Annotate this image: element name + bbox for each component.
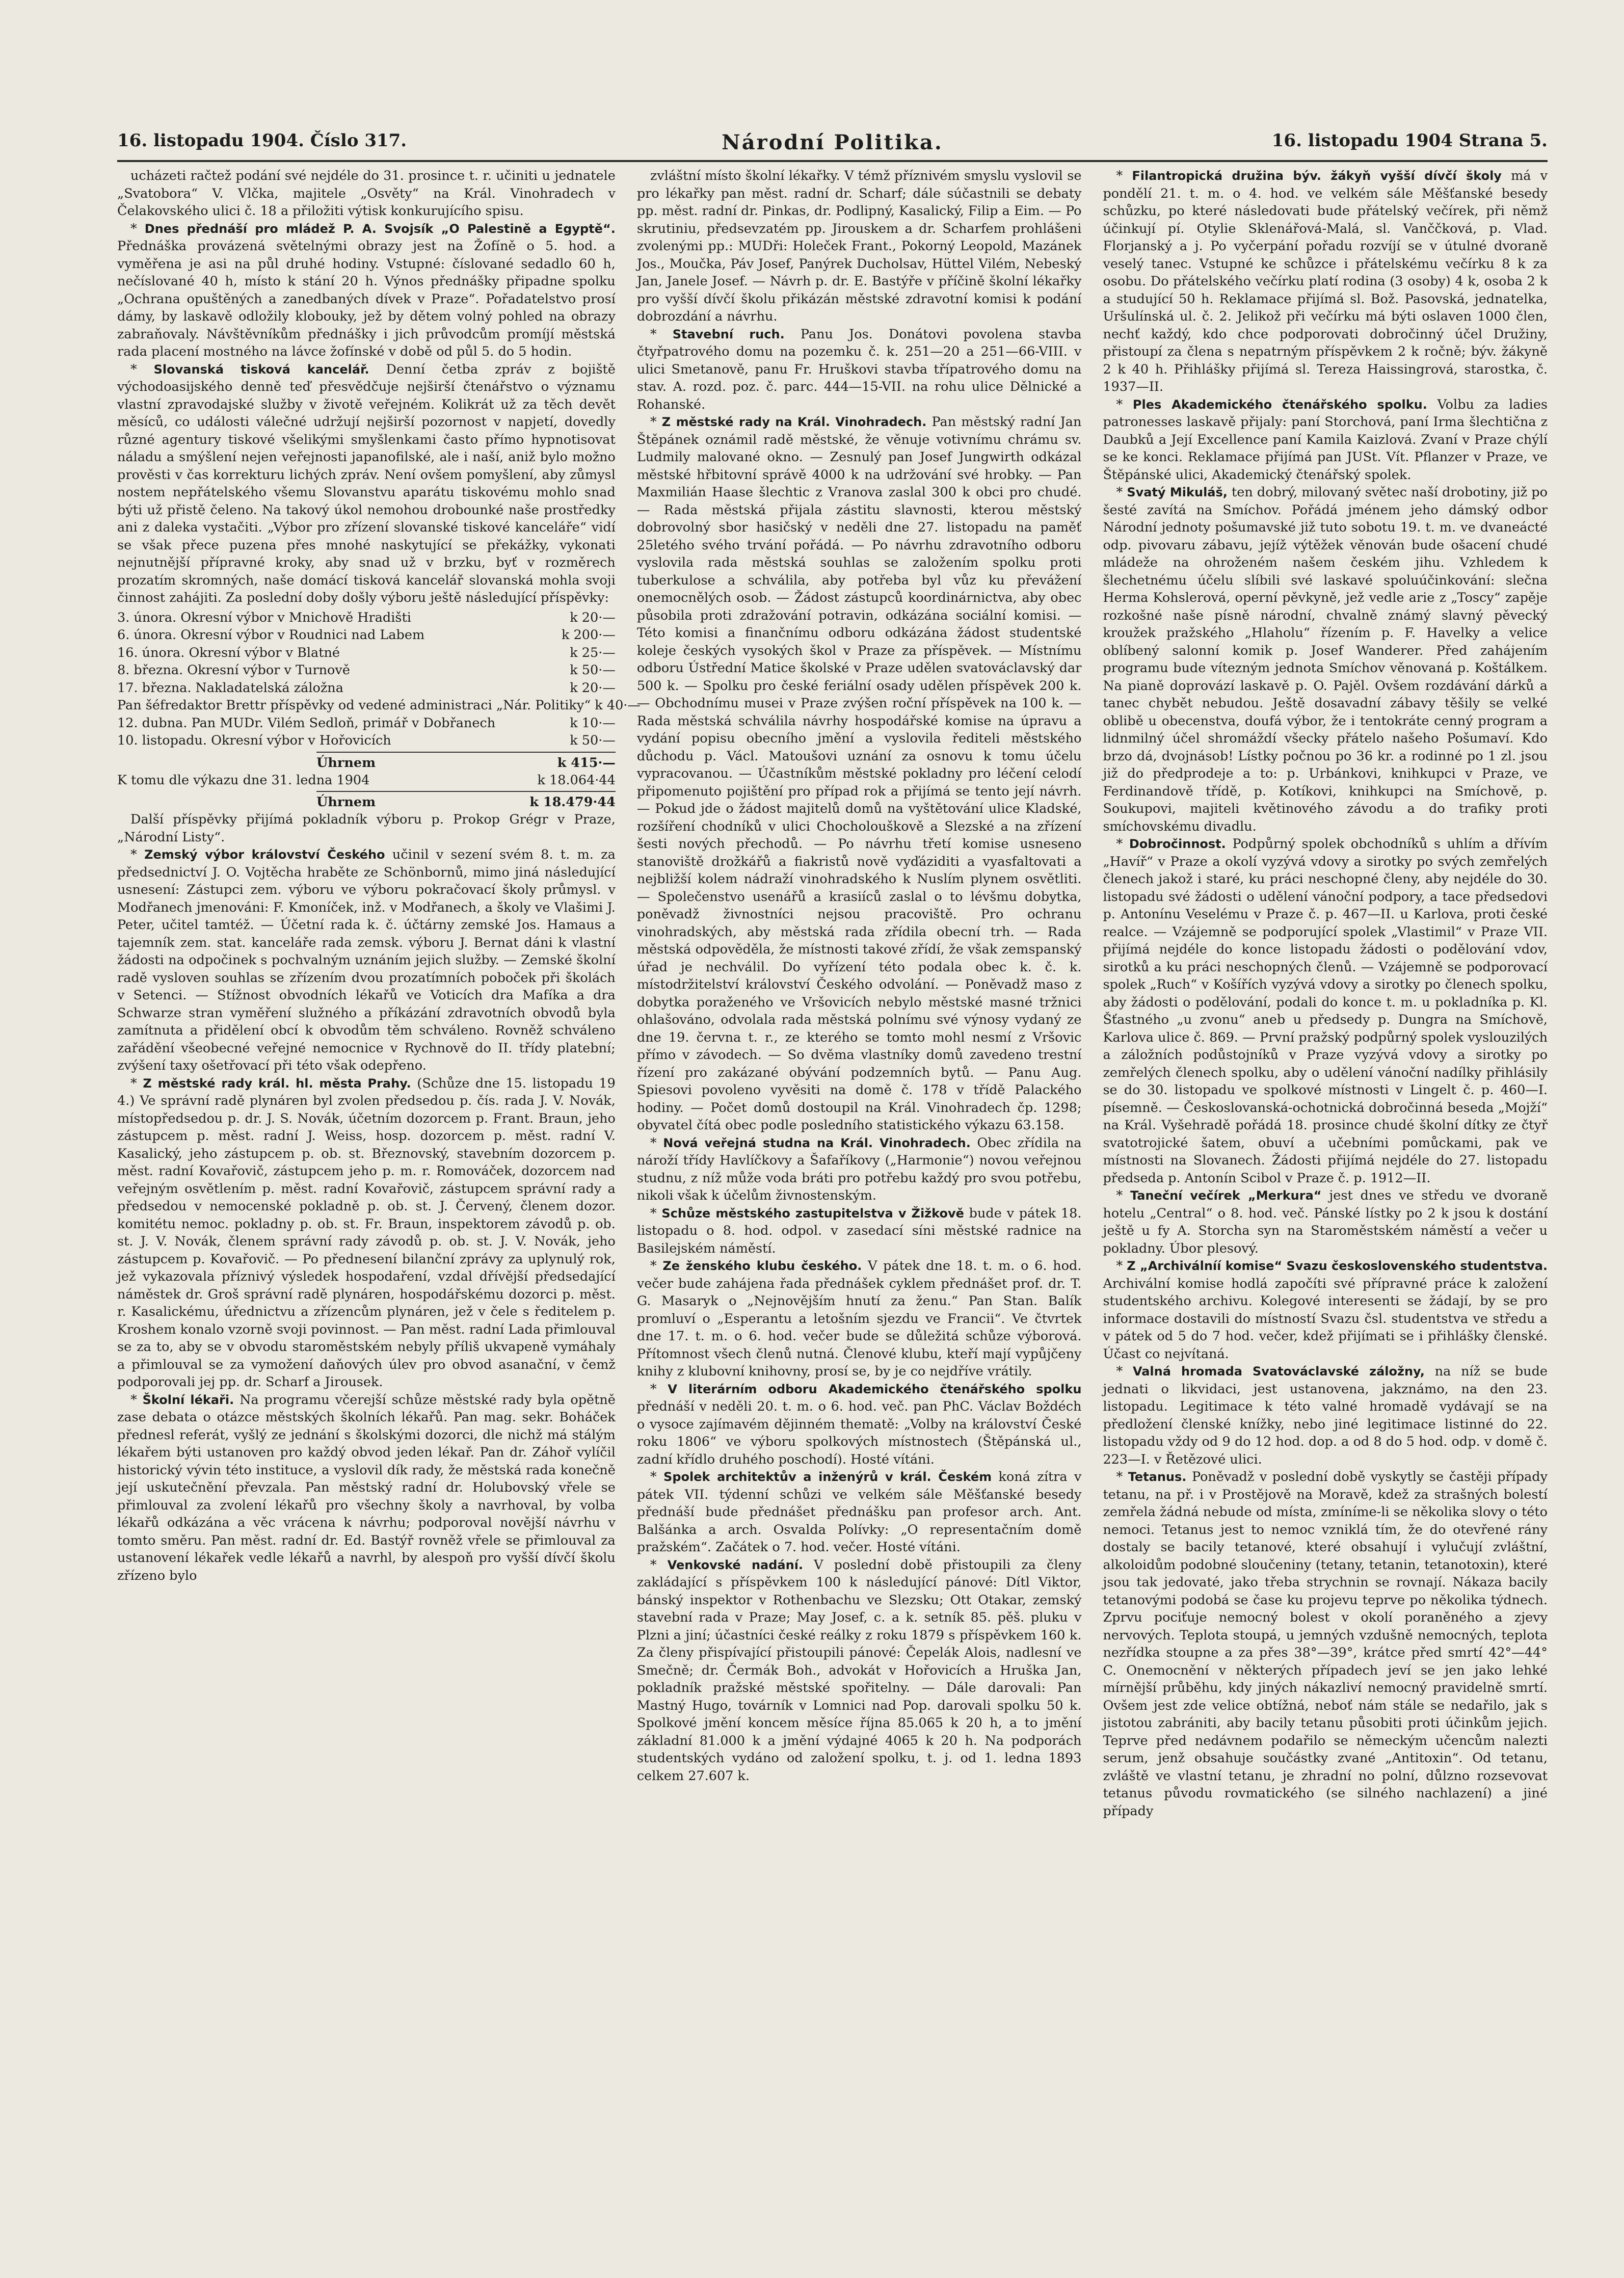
column-2 bbox=[637, 167, 1082, 2201]
article-dobrocinnost: * Dobročinnost. Podpůrný spolek obchodníků s uhlím a dřívím „Havíř“ v Praze a okolí vyzývá vdovy a sirotky po svých zemřelých členech jakož i staré, ku práci neschopné členy, aby nejdéle do 30. listopadu své žádosti o udělení vánoční podpory, a tace předsedovi p. Antonínu Veselému v Praze č. p. 467—II. u Karlova, proti české realce. — Vzájemně se podporující spolek „Vlastimil“ v Praze VII. přijímá nejdéle do konce listopadu žádosti o podělování vdov, sirotků a ku práci neschopných členů. — Vzájemně se podporovací spolek „Ruch“ v Košířích vyzývá vdovy a sirotky po členech spolku, aby žádosti o podělování, podali do konce t. m. u pokladníka p. Kl. Šťastného „u zvonu“ aneb u předsedy p. Dungra na Smíchově, Karlova ulice č. 869. — První pražský podpůrný spolek vyslouzilých a záložních podůstojníků v Praze vyzývá vdovy a sirotky po zemřelých členech spolku, aby o udělení vánoční nadílky přihlásily se do 30. listopadu ve spolkové místnosti v Lingelt č. p. 460—I. písemně. — Českoslovanská-ochotnická dobročinná beseda „Mojží“ na Král. Vyšehradě pořádá 18. prosince chudé školní dítky ze čtyř svatotrojické šatem, obuví a učebními pomůckami, pak ve místnosti na Slovanech. Žádosti přijímá nejdéle do 27. listopadu předseda p. Antonín Scibol v Praze č. p. 1912—II. bbox=[1103, 836, 1548, 1186]
masthead bbox=[117, 127, 1548, 162]
article-archivalni-komise: * Z „Archiválníí komise“ Svazu československého studentstva. Archivální komise hodlá započíti své přípravné práce k založení studentského archivu. Kolegové interesenti se žádají, by se pro informace dostavili do místností Svazu čsl. studentstva ve středu a v pátek od 5 do 7 hod. večer, kdež přijímati se i přihlášky členské. Účast co nejvítaná. bbox=[1103, 1258, 1548, 1362]
article-heading: Taneční večírek „Merkura“ bbox=[1130, 1188, 1322, 1203]
article-heading: Z městské rady na Král. Vinohradech. bbox=[661, 415, 927, 429]
article-tetanus: * Tetanus. Poněvadž v poslední době vyskytly se častěji případy tetanu, na př. i v Prostějově na Moravě, kdež za strašných bolestí zemřela žádná nebude od místa, zmíníme-li se několika slovy o této nemoci. Tetanus jest to nemoc vzniklá tím, že do otevřené rány dostaly se bacily tetanové, které obsahují i vylučují zvláštní, alkoloidům podobné sloučeniny (tetany, tetanin, tetanotoxin), které jsou tak jedovaté, jako třeba strychnin se rovnají. Nákaza bacily tetanovými podobá se čase ku projevu teprve po několika týdnech. Zprvu pociťuje nemocný bolest v okolí poraněného a zjevy nervových. Teplota stoupá, u jemných vzdušně nemocných, teplota nezřídka stoupne a za přes 38°—39°, krátce před smrtí 42°—44° C. Onemocnění v některých případech jeví se jen jako lehké mírnější průběhu, kdy jiných nákazliví nemocný pravidelně smrtí. Ovšem jest zde velice obtížná, neboť nám stále se nedařilo, jak s jistotou zabrániti, aby bacily tetanu působiti proti účinkům jejich. Teprve před nedávnem podařilo se německým učencům nalezti serum, jenž obsahuje součástky zvané „Antitoxin“. Od tetanu, zvláště ve vlastní tetanu, je zhradní no polní, důlzno rozsevovat tetanus původu rovmatického (se silného nachlazení) a jiné případy bbox=[1103, 1469, 1548, 1819]
contributions-list bbox=[117, 609, 641, 750]
article-columns bbox=[117, 167, 1548, 2201]
contribution-item: 8. března. Okresní výbor v Turnově k 50·— bbox=[117, 663, 616, 678]
newspaper-title: Národní Politika. bbox=[722, 130, 943, 154]
article-venkovske-nadani: * Venkovské nadání. V poslední době přistoupili za členy zakládající s příspěvkem 100 k následující pánové: Dítl Viktor, bánský inspektor v Rothenbachu ve Slezsku; Ott Otakar, zemský stavební rada v Praze; May Josef, c. a k. setník 85. pěš. pluku v Plzni a jiní; účastníci české reálky z roku 1879 s příspěvkem 160 k. Za členy přispívající přistoupili pánové: Čepelák Alois, nadlesní ve Smečně; dr. Čermák Boh., advokát v Hořovicích a Hruška Jan, pokladník pražské městské spořitelny. — Dále darovali: Pan Mastný Hugo, továrník v Lomnici nad Pop. darovali spolku 50 k. Spolkové jmění koncem měsíce října 85.065 k 20 h, a to jmění základní 81.000 k a jmění výdajné 4065 k 20 h. Na podporách studentských vydáno od založení spolku, t. j. od 1. ledna 1893 celkem 27.607 k. bbox=[636, 1557, 1082, 1784]
article-heading: Ples Akademického čtenářského spolku. bbox=[1132, 397, 1427, 412]
article-heading: Ze ženského klubu českého. bbox=[662, 1259, 862, 1273]
article-studna: * Nová veřejná studna na Král. Vinohradech. Obec zřídila na nároží třídy Havlíčkovy a Šafaříkovy („Harmonie“) novou veřejnou studnu, z níž může voda bráti pro potřebu každý pro svou potřebu, nikoli však k účelům živnostenským. bbox=[636, 1135, 1082, 1203]
contribution-item: Pan šéfredaktor Brettr příspěvky od vedené administraci „Nár. Politiky“ k 40·— bbox=[117, 698, 641, 713]
article-heading: Filantropická družina býv. žákyň vyšší dívčí školy bbox=[1132, 169, 1502, 183]
article-heading: Dnes přednáší pro mládež P. A. Svojsík „O Palestině a Egyptě“. bbox=[144, 221, 616, 236]
article-heading: Dobročinnost. bbox=[1129, 837, 1226, 851]
article-heading: Valná hromada Svatováclavské záložny, bbox=[1132, 1364, 1425, 1379]
article-skolni-lekari-cont: zvláštní místo školní lékařky. V témž příznivém smyslu vyslovil se pro lékařky pan měst. radní dr. Scharf; dále súčastnili se debaty pp. měst. radní dr. Pinkas, dr. Podlipný, Kasalický, Filip a Eim. — Po skrutiniu, předsevzatém pp. Jirouskem a dr. Scharfem prohlášeni zvolenými pp.: MUDři: Holeček Frant., Pokorný Leopold, Mazánek Jos., Moučka, Páv Josef, Panýrek Ducholsav, Hüttel Vilém, Nebeský Jan, Janele Josef. — Návrh p. dr. E. Bastýře v příčině školní lékařky pro vyšší dívčí školu přikázán městské zdravotní komisi k podání dobrozdání a návrhu. bbox=[636, 168, 1082, 324]
article-ples: * Ples Akademického čtenářského spolku. Volbu za ladies patronesses laskavě přijaly: paní Storchová, paní Irma šlechtična z Daubků a Její Excellence paní Kamila Kaizlová. Zvaní v Praze chýlí se ke konci. Reklamace přijímá pan JUSt. Vít. Pflanzer v Praze, ve Štěpánské ulici, Akademický čtenářský spolek. bbox=[1103, 396, 1548, 483]
contribution-item: 17. března. Nakladatelská záložna k 20·— bbox=[117, 680, 616, 696]
article-valna-hromada: * Valná hromada Svatováclavské záložny, na níž se bude jednati o likvidaci, jest ustanovena, jakznámo, na den 23. listopadu. Legitimace k této valné hromadě vydávají se na předložení členské knížky, nebo jiné legitimace listinné do 22. listopadu vždy od 9 do 12 hod. dop. a od 8 do 5 hod. odp. v domě č. 223—I. v Řetězové ulici. bbox=[1103, 1364, 1548, 1467]
svatobor-contest-text: ucházeti račtež podání své nejdéle do 31. prosince t. r. učiniti u jednatele „Svatobora“ V. Vlčka, majitele „Osvěty“ na Král. Vinohradech v Čelakovského ulici č. 18 a přiložiti výtisk konkurujícího spisu. bbox=[117, 168, 616, 219]
article-heading: Nová veřejná studna na Král. Vinohradech. bbox=[663, 1135, 971, 1150]
contribution-item: 12. dubna. Pan MUDr. Vilém Sedloň, primář v Dobřanech k 10·— bbox=[117, 715, 616, 731]
article-heading: Z „Archiválníí komise“ Svazu československého studentstva. bbox=[1127, 1259, 1548, 1273]
column-3 bbox=[1103, 167, 1548, 2201]
article-merkur: * Taneční večírek „Merkura“ jest dnes ve středu ve dvoraně hotelu „Central“ o 8. hod. več. Pánské lístky po 2 k jsou k dostání ještě u fy A. Storcha syn na Staroměstském náměstí a večer u pokladny. Úbor plesový. bbox=[1103, 1188, 1548, 1256]
contribution-item: 16. února. Okresní výbor v Blatné k 25·— bbox=[117, 645, 616, 660]
article-heading: Spolek architektův a inženýrů v král. Českém bbox=[663, 1470, 992, 1484]
article-heading: Venkovské nadání. bbox=[667, 1557, 804, 1572]
article-mestska-rada-praha: * Z městské rady král. hl. města Prahy. (Schůze dne 15. listopadu 19 4.) Ve správní radě plynáren byl zvolen předsedou p. čís. rada J. V. Novák, místopředsedou p. dr. J. S. Novák, účetním dozorcem p. Frant. Braun, jeho zástupcem p. měst. radní J. Weiss, hosp. dozorcem p. měst. radní V. Kasalický, jeho zástupcem p. ob. st. Březnovský, stavebním dozorcem p. měst. radní Kovařovič, zástupcem jeho p. m. r. Romováček, dozorcem nad veřejným osvětlením p. měst. radní Kovařovič, zástupcem správní rady a předsedou v nemocenské pokladně p. ob. st. J. Červený, členem dozor. komitétu nemoc. pokladny p. ob. st. Fr. Braun, inspektorem závodů p. ob. st. J. V. Novák, členem správní rady závodů p. ob. st. J. V. Novák, jeho zástupcem p. Kovařovič. — Po přednesení bilanční zprávy za uplynulý rok, jež vykazovala příznivý výsledek hospodaření, vzdal dřívější předsedající náměstek dr. Groš správní radě plynáren, hospodářskému dozorci p. měst. r. Kasalickému, úřednictvu a zřízencům plynáren, jež v čele s ředitelem p. Kroshem konalo vzorně svoji povinnost. — Pan měst. radní Lada přimlouval se za to, aby se v obvodu staroměstském nebyly příliš ukvapeně vymáhaly a přimlouval se za vymožení daňových úlev pro obvod asanační, v čemž podporovali jej pp. dr. Scharf a Jirousek. bbox=[117, 1075, 616, 1390]
article-heading: V literárním odboru Akademického čtenářského spolku bbox=[668, 1382, 1082, 1396]
article-heading: Schůze městského zastupitelstva v Žižkově bbox=[661, 1206, 964, 1221]
article-mikulas: * Svatý Mikuláš, ten dobrý, milovaný světec naší drobotiny, již po šesté zavítá na Smíchov. Pořádá jménem jeho dámský odbor Národní jednoty pošumavské již tuto sobotu 19. t. m. ve dvaneácté odp. pivovaru zábavu, jejíž výtěžek věnován bude ošacení chudé mládeže na ohroženém našem českém jihu. Vzhledem k šlechetnému účelu slíbili své laskavé spoluúčinkování: slečna Herma Kohslerová, operní pěvkyně, jež vedle arie z „Toscy“ zapěje rozkošné naše písně národní, chvalně známý slavný pěvecký kroužek pražského „Hlaholu“ řízením p. F. Havelky a velice oblíbený salonní komik p. Josef Wanderer. Před zahájením programu bude vítezným jednota Smíchov věnovaná p. Koštálkem. Na pianě doprovází laskavě p. O. Pajěl. Ovšem rozdávání dárků a tanec chybět nebudou. Ještě dosavadní zábavy těšily se velké oblibě u obecenstva, doufá výbor, že i tentokráte cenný program a lidnmilný účel shromáždí všecky přátelo našeho Pošumaví. Kdo brzo dá, dvojnásob! Lístky počnou po 36 kr. a rodinné po 1 zl. jsou již do předprodeje a to: p. Urbánkovi, knihkupci v Praze, ve Ferdinandově třídě, p. Kotíkovi, knihkupci na Smíchově, p. Soukupovi, majiteli květinového závodu a do trafiky proti smíchovskému divadlu. bbox=[1103, 485, 1548, 834]
contribution-item: 10. listopadu. Okresní výbor v Hořovicích k 50·— bbox=[117, 733, 616, 748]
article-heading: Školní lékaři. bbox=[142, 1392, 234, 1407]
sum-divider bbox=[316, 752, 616, 753]
article-skolni-lekari: * Školní lékaři. Na programu včerejší schůze městské rady byla opětně zase debata o otázce městských školních lékařů. Pan mag. sekr. Boháček přednesl referát, vyšlý ze jednání s školskými dozorci, dle nichž má stálým lékařem býti ustanoven pro každý obvod jeden lékař. Pan dr. Záhoř vylíčil historický vývin této instituce, a vyslovil dík rady, že městská rada konečně její uskutečnění převzala. Pan městský radní dr. Holubovský vřele se přimlouval za zvolení lékařů pro všechny školy a navrhoval, by volba lékařů odkázána a věc vrácena k návrhu; podporoval novější návrhu v tomto směru. Pan měst. radní dr. Ed. Bastýř rovněž vřele se přimlouval za ustanovení lékařek vedle lékařů a navrhl, by alespoň pro vyšší dívčí školu zřízeno bylo bbox=[117, 1392, 616, 1583]
article-heading: Slovanská tisková kancelář. bbox=[153, 362, 369, 377]
article-heading: Tetanus. bbox=[1128, 1470, 1187, 1484]
article-heading: Stavební ruch. bbox=[672, 327, 785, 341]
page-date-number: 16. listopadu 1904 Strana 5. bbox=[1271, 130, 1548, 151]
article-zizkov: * Schůze městského zastupitelstva v Žižkově bude v pátek 18. listopadu o 8. hod. odpol. v zasedací síni městské radnice na Basilejském náměstí. bbox=[636, 1205, 1082, 1256]
article-svojsik: * Dnes přednáší pro mládež P. A. Svojsík „O Palestině a Egyptě“. Přednáška provázená světelnými obrazy jest na Žofíně o 5. hod. a vyměřena je asi na půl druhé hodiny. Vstupné: číslované sedadlo 60 h, nečíslované 40 h, místo k stání 20 h. Výnos přednášky připadne spolku „Ochrana opuštěných a zanedbaných dívek v Praze“. Pořadatelstvo prosí dámy, by laskavě odložily klobouky, jež by dětem volný pohled na obrazy zabraňovaly. Návštěvníkům přednášky i jich průvodcům promíjí městská rada placení mostného na lávce žofínské v době od půl 5. do 5 hodin. bbox=[117, 221, 616, 359]
article-filantropicka-druzina: * Filantropická družina býv. žákyň vyšší dívčí školy má v pondělí 21. t. m. o 4. hod. ve velkém sále Měšťanské besedy schůzku, po které následovati bude přátelský večírek, při němž účinkují pí. Otylie Sklenářová-Malá, sl. Vanččková, p. Vlad. Florjanský a j. Po vyčerpání pořadu rozvíjí se v útulné dvoraně veselý tanec. Vstupné ke schůzce i přátelskému večírku 8 k za osobu. Do přátelského večírku platí rodina (3 osoby) 4 k, osoba 2 k a studující 50 h. Reklamace přijímá sl. Bož. Pasovská, jednatelka, Uršulínská ul. č. 2. Jelikož při večírku má býti oslaven 1000 člen, nechť každý, kdo chce podporovati dobročinný účel Družiny, přistoupí za člena s nepatrným příspěvkem 2 k ročně; býv. žákyně 2 k 40 h. Přihlášky přijímá sl. Tereza Haissingrová, starostka, č. 1937—II. bbox=[1103, 168, 1548, 394]
contribution-item: 3. února. Okresní výbor v Mnichově Hradišti k 20·— bbox=[117, 610, 616, 625]
article-heading: Z městské rady král. hl. města Prahy. bbox=[143, 1076, 411, 1091]
article-tiskova-kancelar: * Slovanská tisková kancelář. Denní četba zpráv z bojiště východoasijského denně teď přesvědčuje nejširší čtenářstvo o významu vlastní zpravodajské služby v životě veřejném. Kolikrát už za těch devět měsíců, co události válečné udržují nejširší pozornost v napjetí, dovedly různé agentury tiskové všelikými smyšlenkami často přímo hypnotisovat náladu a smýšlení nejen veřejnosti japanofilské, ale i naší, aniž bylo možno prověsti v čas korrekturu lichých zpráv. Není ovšem pomyšlení, aby zůmysl nostem nepřátelského všemu Slovanstvu aparátu tiskovému mohlo snad býti už přistě čeleno. Na takový úkol nemohou drobounké naše prostředky ani z daleka vystačiti. „Výbor pro zřízení slovanské tiskové kanceláře“ vidí se však přece puzena přes mnohé naskytující se překážky, vykonati nejnutnější přípravné kroky, aby snad už v brzku, byť v rozměrech prozatím skromných, naše domácí tisková kancelář slovanská mohla svoji činnost zahájiti. Za poslední doby došly výboru ještě následující příspěvky: bbox=[117, 361, 616, 605]
article-vinohrady-rada: * Z městské rady na Král. Vinohradech. Pan městský radní Jan Štěpánek oznámil radě městské, že věnuje votivnímu chrámu sv. Ludmily malované okno. — Zesnulý pan Josef Jungwirth odkázal městské hřbitovní správě 4000 k na udržování své hrobky. — Pan Maxmilián Haase šlechtic z Vranova zaslal 300 k obci pro chudé. — Rada městská přijala zástitu slavnosti, kterou městský dobrovolný sbor hasičský v neděli dne 27. listopadu na paměť 25letého svého trvání pořádá. — Po návrhu zdravotního odboru vyslovila rada městská souhlas se založením spolku proti tuberkulose a schválila, aby potřeba byl vůz ku převážení onemocnělých osob. — Žádost zástupců koordinárnictva, aby obec působila proti zdražování potravin, odkázána sociální komisi. — Této komisi a finančnímu odboru odkázána žádost studentské koleje českých vysokých škol v Praze za příspěvek. — Místnímu odboru Ústřední Matice školské v Praze udělen svatováclavský dar 500 k. — Spolku pro české feriální osady udělen příspěvek 200 k. — Obchodnímu musei v Praze zvýšen roční příspěvek na 100 k. — Rada městská schválila návrhy hospodářské komise na úpravu a vydání popisu obecního jmění a vyslovila řediteli městského důchodu p. Václ. Matoušovi uznání za osnovu k tomu účelu vypracovanou. — Účastníkům městské pokladny pro léčení celodí připomenuto pojištění pro případ rok a přijímá se tento její návrh. — Pokud jde o žádost majitelů domů na vyštětování ulice Kladské, rozšíření chodníků v ulici Chocholouškově a Slezské a na zřízení šesti nových přechodů. — Po návrhu třetí komise usneseno stanoviště drožkářů a fiakristů nově vyďáziditi a vyasfaltovati a nejbližší kolem nádraží vinohradského k Nuslím plynem osvětliti. — Společenstvo usenářů a krasiíců zaslal o to lévšmu dobytka, poněvadž živnostníci nejsou pracoviště. Pro ochranu vinohradských, aby městská rada zřídila obecní trh. — Rada městská odpověděla, že místnosti takové zřídí, že však zemspanský úřad je nechválil. Do vyřízení této podala obec k. č. k. místodržitelství království Českého odvolání. — Poněvadž maso z dobytka poraženého ve Vršovicích nebylo městské masné tržnici ohlašováno, odvolala rada městská polnímu své výnosy vydaný ze dne 19. června t. r., ze kterého se tomto mohl nesmí z Vršovic přímo v závodech. — So dvěma vlastníky domů zavedeno trestní řízení pro zakázané obývání podzemních bytů. — Panu Aug. Spiesovi povoleno vyvěsiti na domě č. 178 v třídě Palackého hodiny. — Počet domů dostoupil na Král. Vinohradech čp. 1298; obyvatel čítá obec podle posledního statistického výkazu 63.158. bbox=[636, 414, 1082, 1133]
column-1 bbox=[117, 167, 641, 2201]
carry-row: K tomu dle výkazu dne 31. ledna 1904 k 18.064·44 bbox=[117, 773, 616, 788]
article-zensky-klub: * Ze ženského klubu českého. V pátek dne 18. t. m. o 6. hod. večer bude zahájena řada přednášek cyklem přednášet prof. dr. T. G. Masaryk o „Nejnovějším hnutí za ženu.“ Pan Stan. Balík promluví o „Esperantu a letošním sjezdu ve Francii“. Ve čtvrtek dne 17. t. m. o 6. hod. večer bude se důležitá schůze výborová. Přítomnost všech členů nutná. Členové klubu, kteří mají vypůjčeny knihy z klubovní knihovny, prosí se, by je co nejdříve vrátily. bbox=[636, 1258, 1082, 1379]
subtotal-row: Úhrnem k 415·— bbox=[316, 755, 616, 771]
total-row: Úhrnem k 18.479·44 bbox=[316, 794, 616, 810]
article-heading: Svatý Mikuláš, bbox=[1127, 485, 1228, 499]
article-architekti: * Spolek architektův a inženýrů v král. Českém koná zítra v pátek VII. týdenní schůzi ve velkém sále Měšťanské besedy přednáší bude přednášet přednášku pan profesor arch. Ant. Balšánka a arch. Osvalda Polívky: „O representačním domě pražském“. Začátek o 7. hod. večer. Hosté vítáni. bbox=[636, 1469, 1082, 1555]
contribution-item: 6. února. Okresní výbor v Roudnici nad Labem k 200·— bbox=[117, 627, 616, 643]
issue-date-number: 16. listopadu 1904. Číslo 317. bbox=[117, 130, 407, 151]
article-contributions-note: Další příspěvky přijímá pokladník výboru p. Prokop Grégr v Praze, „Národní Listy“. bbox=[117, 812, 616, 845]
article-stavebni-ruch: * Stavební ruch. Panu Jos. Donátovi povolena stavba čtyřpatrového domu na pozemku č. k. 251—20 a 251—66-VIII. v ulici Smetanově, panu Fr. Hruškovi stavba třípatrového domu na stav. A. rozd. poz. č. parc. 444—15-VII. na rohu ulice Dělnické a Rohanské. bbox=[636, 326, 1082, 412]
article-heading: Zemský výbor království Českého bbox=[144, 847, 385, 862]
sum-divider bbox=[316, 791, 616, 792]
article-literarni-odbor: * V literárním odboru Akademického čtenářského spolku přednáší v neděli 20. t. m. o 6. hod. več. pan PhC. Václav Boždéch o vysoce zajímavém dějinném thematě: „Volby na království České roku 1806“ ve výboru spolkových místnostech (Štěpánská ul., zadní křídlo druhého poschodí). Hosté vítáni. bbox=[636, 1381, 1082, 1467]
article-zemsky-vybor: * Zemský výbor království Českého učinil v sezení svém 8. t. m. za předsednictví J. O. Vojtěcha hraběte ze Schönbornů, mimo jiná následující usnesení: Zástupci zem. výboru ve výboru pokračovací školy průmysl. v Modřanech jmenováni: F. Kmoníček, inž. v Modřanech, a školy ve Vlašimi J. Peter, učitel tamtéž. — Účetní rada k. č. účtárny zemské Jos. Hamaus a tajemník zem. stat. kanceláře rada zemsk. výboru J. Bernat dáni k vlastní žádosti na odpočinek s pochvalným uznáním jejich služby. — Zemské školní radě vysloven souhlas se zřízením dvou prozatímních poboček při školách v Setenci. — Stížnost obvodních lékařů ve Voticích dra Mafíka a dra Schwarze stran vyměření služného a příkázání zdravotních obvodů byla zamítnuta a přidělení obcí k obvodům těm schváleno. Rovněž schváleno zařádění všeobecné veřejné nemocnice v Rychnově do II. třídy platební; zvýšení taxy ošetřovací při této však odepřeno. bbox=[117, 847, 616, 1073]
